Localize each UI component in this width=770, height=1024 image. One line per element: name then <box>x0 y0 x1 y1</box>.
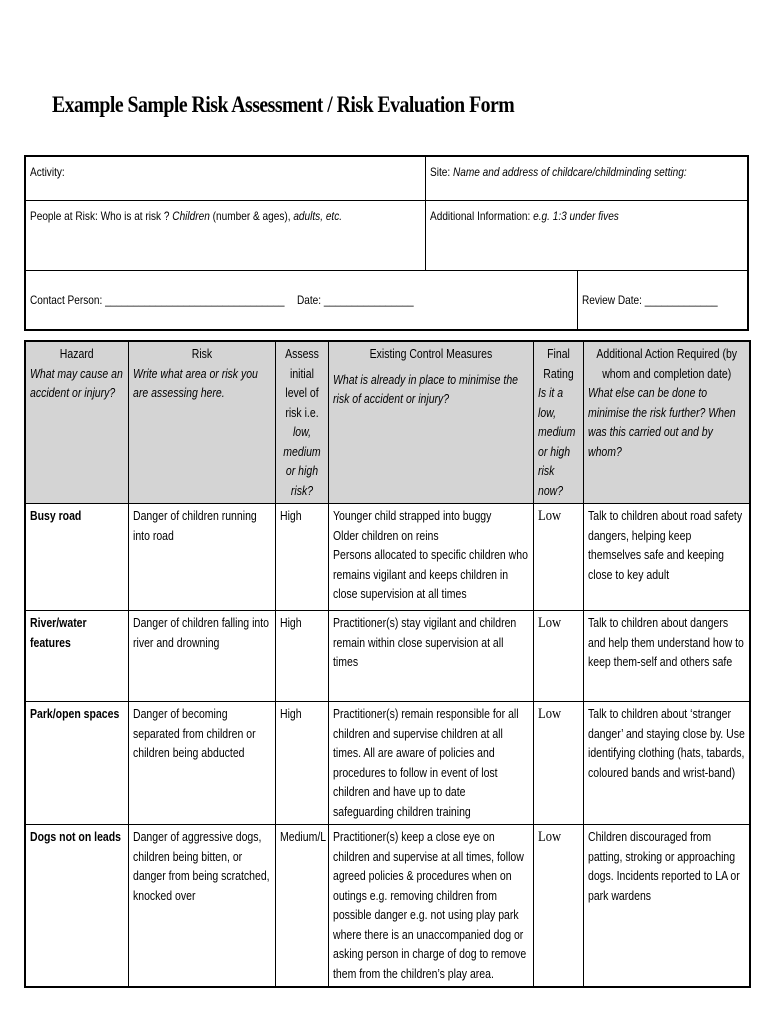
hazard-cell[interactable] <box>25 611 128 702</box>
additional-action-cell[interactable] <box>583 504 750 611</box>
header-assess-hint: low, medium or high risk? <box>282 425 321 498</box>
header-row <box>25 341 750 504</box>
contact-person-label: Contact Person: ________________________________ <box>30 292 285 307</box>
final-rating: Low <box>537 508 561 524</box>
header-existing-hint: What is already in place to minimise the risk of accident or injury? <box>332 372 518 406</box>
date-label: Date: ________________ <box>297 292 414 307</box>
header-hazard-title: Hazard <box>59 347 94 361</box>
people-hint-adults: adults, etc. <box>293 208 343 223</box>
header-assess-title: Assess initial level of risk i.e. <box>284 347 319 420</box>
hazard: River/water features <box>30 616 87 650</box>
header-risk-hint: Write what area or risk you are assessing here. <box>132 366 258 400</box>
risk-cell[interactable] <box>128 702 275 825</box>
people-hint-children: Children <box>172 208 210 223</box>
table-row <box>25 702 750 825</box>
form-info-table <box>24 155 749 331</box>
activity-label: Activity: <box>30 165 65 179</box>
header-additional-hint: What else can be done to minimise the risk further? When was this carried out and by whom? <box>587 386 736 459</box>
header-additional-title: Additional Action Required (by whom and completion date) <box>595 347 737 381</box>
header-assess <box>275 341 328 504</box>
people-hint-middle: (number & ages), <box>209 208 294 223</box>
hazard-cell[interactable] <box>25 702 128 825</box>
header-risk <box>128 341 275 504</box>
final-rating: Low <box>537 615 561 631</box>
final-rating-cell[interactable] <box>533 825 583 988</box>
additional-action: Children discouraged from patting, stroking or approaching dogs. Incidents reported to LA or park wardens <box>587 830 740 903</box>
risk: Danger of children running into road <box>132 509 257 543</box>
existing-control-line: Persons allocated to specific children who remains vigilant and keeps children in close supervision at all times <box>332 548 528 601</box>
additional-hint: e.g. 1:3 under fives <box>533 208 619 223</box>
additional-action-cell[interactable] <box>583 611 750 702</box>
hazard: Busy road <box>30 509 82 523</box>
site-cell[interactable] <box>426 156 748 200</box>
header-hazard-hint: What may cause an accident or injury? <box>30 366 123 400</box>
table-row <box>25 825 750 988</box>
additional-action: Talk to children about road safety dangers, helping keep themselves safe and keeping close to key adult <box>587 509 742 582</box>
assess: High <box>279 509 302 523</box>
existing-controls-cell[interactable] <box>328 504 533 611</box>
additional-action-cell[interactable] <box>583 825 750 988</box>
header-final-title: Final Rating <box>542 347 574 381</box>
header-final <box>533 341 583 504</box>
hazard-cell[interactable] <box>25 825 128 988</box>
assess-cell[interactable] <box>275 504 328 611</box>
table-row <box>25 611 750 702</box>
people-at-risk-cell[interactable] <box>25 200 426 270</box>
review-date-cell[interactable] <box>577 270 748 330</box>
review-date-label: Review Date: _____________ <box>581 292 718 307</box>
header-hazard <box>25 341 128 504</box>
additional-info-cell[interactable] <box>426 200 748 270</box>
risk-cell[interactable] <box>128 611 275 702</box>
risk: Danger of children falling into river and drowning <box>132 616 269 650</box>
existing-control-line: Younger child strapped into buggy <box>332 509 491 523</box>
activity-cell[interactable] <box>25 156 426 200</box>
header-existing-title: Existing Control Measures <box>369 347 492 361</box>
contact-date-cell[interactable] <box>25 270 577 330</box>
site-hint: Name and address of childcare/childminding setting: <box>453 165 687 179</box>
people-label: People at Risk: Who is at risk ? <box>30 208 173 223</box>
existing-control-line: Practitioner(s) remain responsible for all children and supervise children at all times. All are aware of policies and procedures to follow in event of lost children and have up to date safeguarding children training <box>332 707 519 819</box>
final-rating: Low <box>537 706 561 722</box>
form-title: Example Sample Risk Assessment / Risk Evaluation Form <box>52 92 515 117</box>
final-rating: Low <box>537 829 561 845</box>
table-row <box>25 504 750 611</box>
hazard: Dogs not on leads <box>30 830 122 844</box>
risk: Danger of aggressive dogs, children being bitten, or danger from being scratched, knocked over <box>132 830 270 903</box>
existing-control-line: Practitioner(s) stay vigilant and children remain within close supervision at all times <box>332 616 516 669</box>
risk: Danger of becoming separated from children or children being abducted <box>132 707 256 760</box>
existing-control-line: Practitioner(s) keep a close eye on children and supervise at all times, follow agreed policies & procedures when on outings e.g. removing children from possible danger e.g. not using play park where there is an unaccompanied dog or asking person in charge of dog to remove them from the children’s play area. <box>332 830 526 981</box>
additional-label: Additional Information: <box>430 208 534 223</box>
site-label: Site: <box>430 165 451 179</box>
additional-action: Talk to children about dangers and help them understand how to keep them-self and others safe <box>587 616 744 669</box>
final-rating-cell[interactable] <box>533 504 583 611</box>
header-existing <box>328 341 533 504</box>
additional-action: Talk to children about ‘stranger danger’ and staying close by. Use identifying clothing (hats, tabards, coloured bands and wrist-band) <box>587 707 745 780</box>
assess-cell[interactable] <box>275 702 328 825</box>
hazard: Park/open spaces <box>30 707 120 721</box>
existing-controls-cell[interactable] <box>328 825 533 988</box>
existing-control-line: Older children on reins <box>332 528 439 543</box>
header-final-hint: Is it a low, medium or high risk now? <box>537 386 575 498</box>
assess-cell[interactable] <box>275 611 328 702</box>
hazard-cell[interactable] <box>25 504 128 611</box>
assess: Medium/L <box>279 830 326 844</box>
additional-action-cell[interactable] <box>583 702 750 825</box>
assess-cell[interactable] <box>275 825 328 988</box>
existing-controls-cell[interactable] <box>328 611 533 702</box>
final-rating-cell[interactable] <box>533 611 583 702</box>
header-risk-title: Risk <box>191 347 212 361</box>
risk-cell[interactable] <box>128 504 275 611</box>
assess: High <box>279 616 302 630</box>
risk-assessment-table <box>24 340 751 988</box>
final-rating-cell[interactable] <box>533 702 583 825</box>
assess: High <box>279 707 302 721</box>
existing-controls-cell[interactable] <box>328 702 533 825</box>
header-additional <box>583 341 750 504</box>
risk-cell[interactable] <box>128 825 275 988</box>
